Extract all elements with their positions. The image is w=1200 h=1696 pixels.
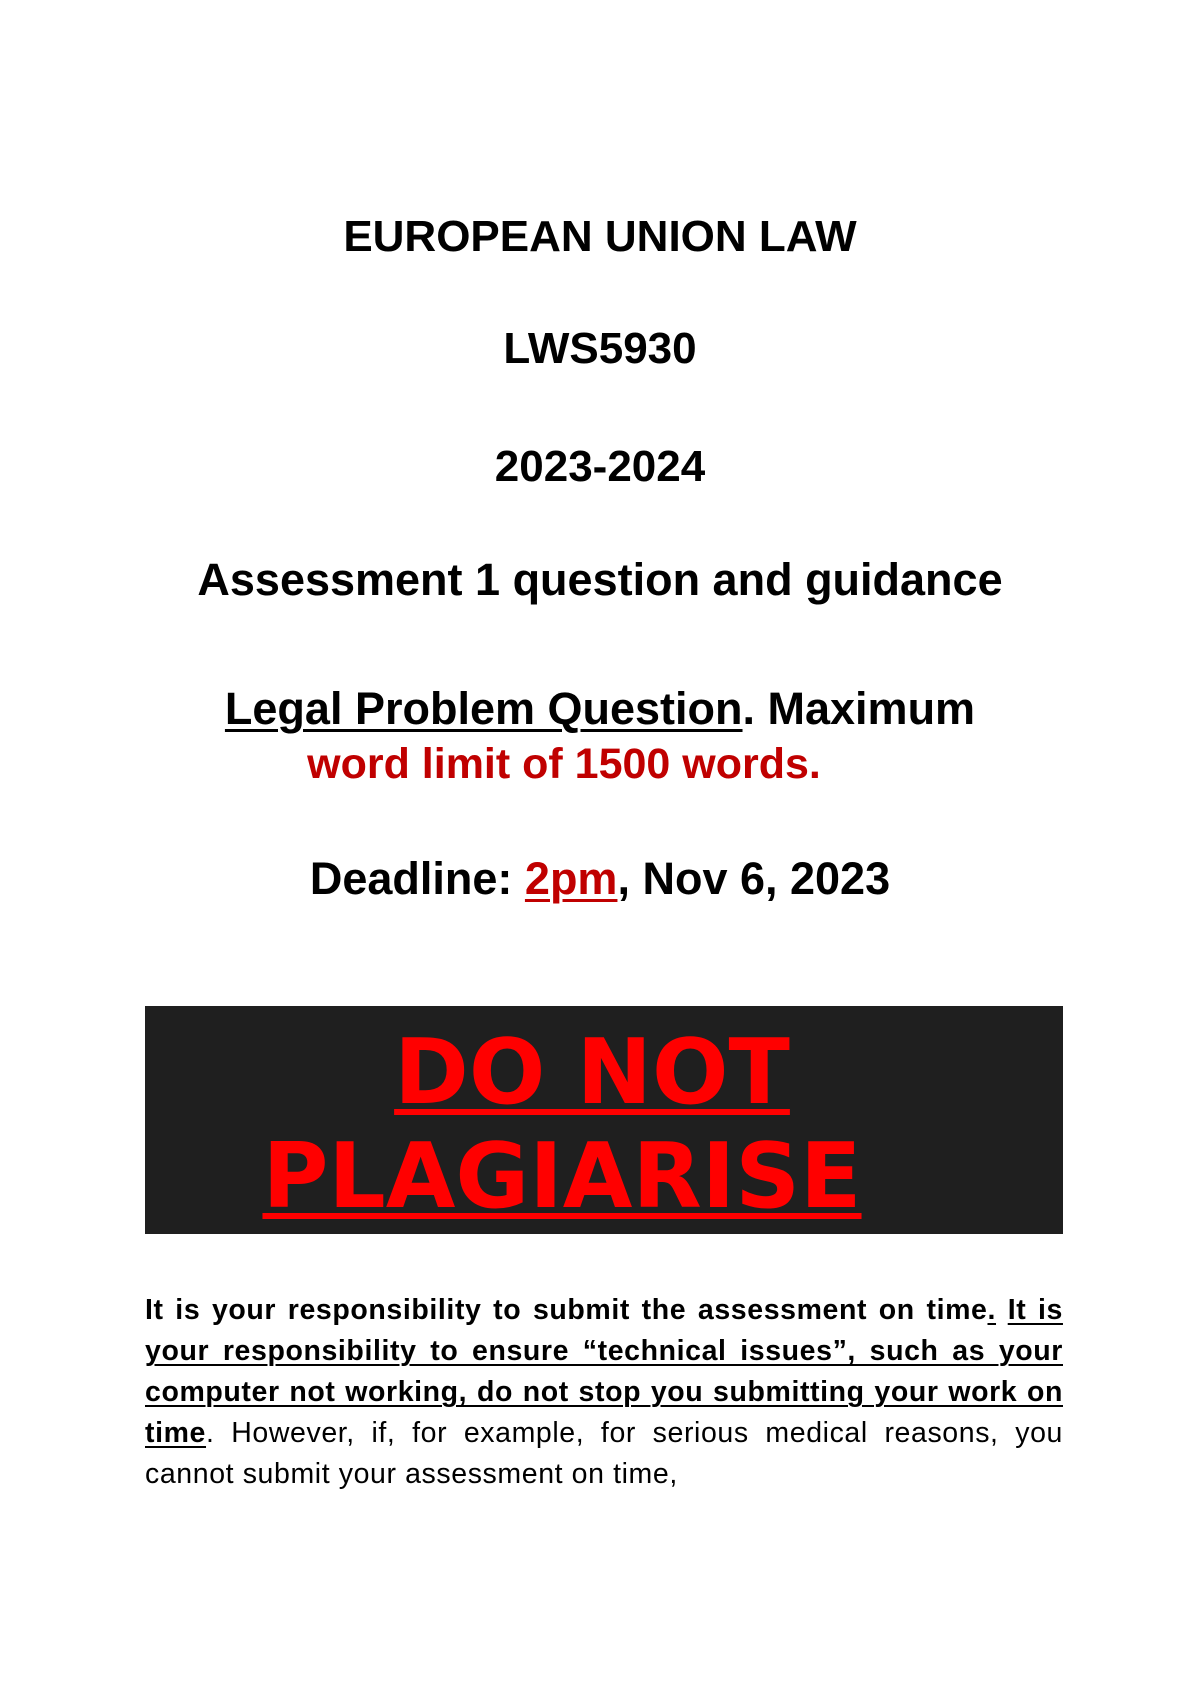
- course-title: EUROPEAN UNION LAW: [343, 212, 857, 261]
- warning-line-2: PLAGIARISE: [262, 1124, 862, 1229]
- notice-sentence-2: It is your responsibility to ensure “technical issues”, such as your computer not working, do not stop you submitting your work on time: [145, 1294, 1063, 1449]
- notice-sentence-1-period: .: [987, 1294, 997, 1326]
- warning-line-1: DO NOT: [394, 1020, 790, 1125]
- assessment-title: Assessment 1 question and guidance: [197, 554, 1003, 605]
- task-description: [0, 683, 1200, 735]
- academic-year: 2023-2024: [494, 442, 706, 491]
- plagiarism-warning-banner: [145, 1006, 1063, 1234]
- task-maximum-text: . Maximum: [742, 683, 976, 734]
- deadline-time: 2pm: [524, 853, 618, 904]
- deadline-date: , Nov 6, 2023: [617, 853, 891, 904]
- responsibility-notice: [145, 1290, 1063, 1495]
- course-code: LWS5930: [503, 324, 697, 373]
- word-limit: word limit of 1500 words.: [307, 740, 821, 788]
- deadline: [0, 853, 1200, 905]
- notice-sentence-1: It is your responsibility to submit the assessment on time: [145, 1294, 988, 1326]
- task-type: Legal Problem Question: [224, 683, 743, 734]
- deadline-label: Deadline:: [309, 853, 525, 904]
- notice-rest: . However, if, for example, for serious medical reasons, you cannot submit your assessment on time,: [145, 1417, 1063, 1490]
